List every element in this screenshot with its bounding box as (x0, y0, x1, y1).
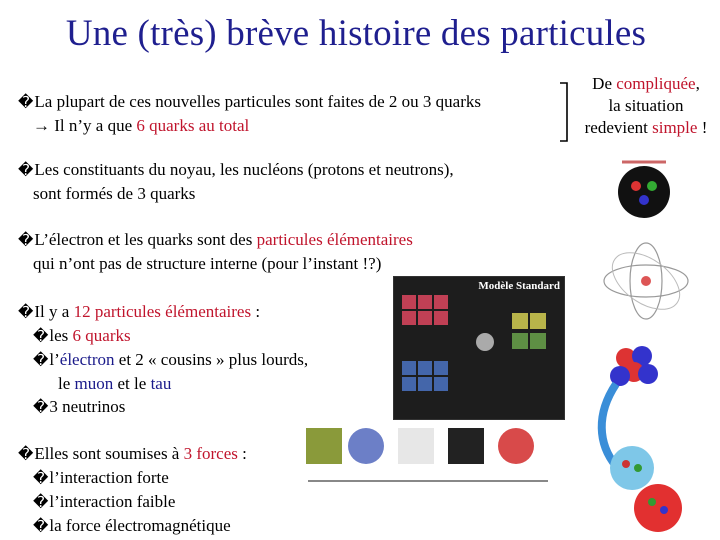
bullet-marker: � (18, 303, 34, 321)
bullet-text: : (251, 302, 261, 321)
bullet-marker: � (33, 469, 49, 487)
aside-text: ! (697, 118, 708, 137)
smiling-figure-icon (604, 152, 684, 230)
highlight-text: 3 forces (183, 444, 238, 463)
bullet-marker: � (18, 161, 34, 179)
bullet-text: 3 neutrinos (49, 397, 126, 416)
bullet-text: Elles sont soumises à (34, 444, 184, 463)
bullet-text: → Il n’y a que (33, 116, 137, 135)
highlight-text: muon (74, 374, 114, 393)
bullet-text: l’ (49, 350, 60, 369)
bullet-text: qui n’ont pas de structure interne (pour l’instant !?) (33, 254, 382, 273)
bullet-marker: � (33, 398, 49, 416)
aside-text: redevient (584, 118, 653, 137)
bullet-text: l’interaction forte (49, 468, 169, 487)
bullet-text: les (49, 326, 73, 345)
slide-title: Une (très) brève histoire des particules (65, 13, 647, 54)
bullet-text: sont formés de 3 quarks (33, 184, 196, 203)
bullet-marker: � (33, 351, 49, 369)
aside-text: , (695, 74, 700, 93)
standard-model-image (393, 276, 565, 420)
higgs-icon (476, 333, 494, 351)
bullet-marker: � (33, 327, 49, 345)
bullet-twelve (18, 300, 308, 419)
bullet-text: et 2 « cousins » plus lourds, (114, 350, 309, 369)
aside-text: De (592, 74, 617, 93)
bullet-nucleons (18, 158, 454, 205)
highlight-text: simple (652, 118, 698, 137)
bullet-text: La plupart de ces nouvelles particules sont faites de 2 ou 3 quarks (34, 92, 481, 111)
atom-icon (600, 240, 692, 322)
bullet-marker: � (33, 517, 49, 535)
bracket-icon (558, 82, 570, 142)
bullet-text: la force électromagnétique (49, 516, 231, 535)
highlight-text: 12 particules élémentaires (73, 302, 252, 321)
bullet-text: l’interaction faible (49, 492, 176, 511)
highlight-text: tau (150, 374, 172, 393)
aside-text: la situation (608, 96, 684, 115)
scale-illustration (302, 418, 582, 538)
bullet-text: Les constituants du noyau, les nucléons (protons et neutrons), (34, 160, 454, 179)
bullet-marker: � (18, 93, 34, 111)
bullet-marker: � (18, 445, 34, 463)
bullet-marker: � (18, 231, 34, 249)
bullet-forces (18, 442, 247, 538)
highlight-text: compliquée (616, 74, 696, 93)
highlight-text: électron (59, 350, 115, 369)
bullet-text: : (237, 444, 247, 463)
bullet-text: le (58, 374, 75, 393)
bullet-quarks (18, 90, 481, 137)
highlight-text: 6 quarks (72, 326, 131, 345)
bullet-text: et le (113, 374, 151, 393)
quark-ball-icon (630, 478, 686, 536)
highlight-text: 6 quarks au total (136, 116, 250, 135)
bullet-text: Il y a (34, 302, 74, 321)
bullet-text: L’électron et les quarks sont des (34, 230, 257, 249)
aside-note (571, 73, 720, 139)
bullet-marker: � (33, 493, 49, 511)
standard-model-label: Modèle Standard (478, 280, 560, 292)
bullet-elementary (18, 228, 413, 275)
highlight-text: particules élémentaires (256, 230, 413, 249)
